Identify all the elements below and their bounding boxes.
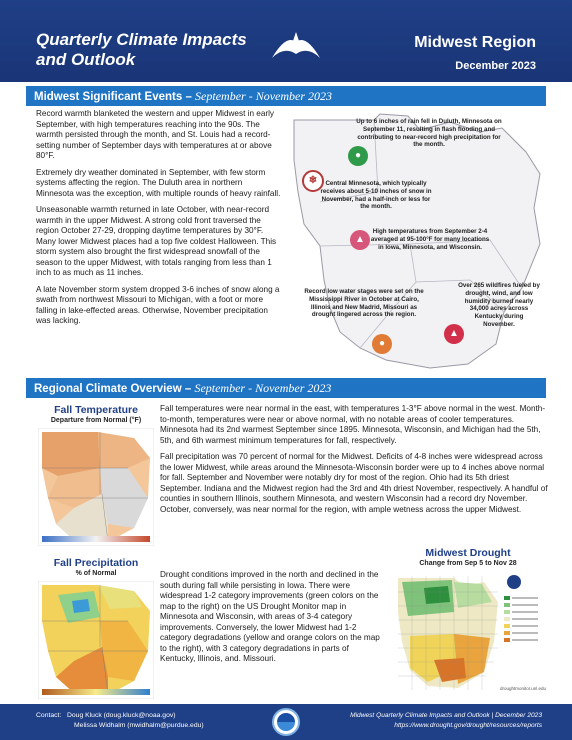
temp-map-subtitle: Departure from Normal (°F) bbox=[50, 417, 142, 424]
noaa-logo-icon bbox=[272, 708, 300, 736]
page-header bbox=[0, 0, 572, 82]
fall-temperature-map bbox=[38, 428, 154, 546]
callout-fire: Over 265 wildfires fueled by drought, wind, and low humidity burned nearly 34,000 acres across Kentucky during November. bbox=[458, 282, 540, 328]
events-text: Record warmth blanketed the western and upper Midwest in early September, with high temperatures reaching into the 90s. The warmth persisted through the month, and St. Louis had a record-setting number of September days with temperatures at or above 80°F. Extremely dry weather dominated in September, with few storm systems affecting the region. The Duluth area in northern Minnesota was the exception, with multiple rounds of heavy rainfall. Unseasonable warmth returned in late October, with near-record warmth in the upper Midwest. A strong cold front traversed the region October 27-29, dropping daytime temperatures by 30°F. Many lower Midwest places had a top five coldest Halloween. This storm system also brought the first widespread snowfall of the season to the upper Midwest, with totals ranging from less than 1 inch to as much as 11 inches. A late November storm system dropped 3-6 inches of snow along a swath from northwest Missouri to Michigan, with a foot or more falling in lake-effected areas. Otherwise, November precipitation was lacking. bbox=[36, 109, 281, 325]
events-section-bar: Midwest Significant Events – September - November 2023 bbox=[26, 86, 546, 106]
temp-map-title: Fall Temperature bbox=[54, 404, 138, 416]
overview-text-wide: Fall temperatures were near normal in the east, with temperatures 1-3°F above normal in the west. Month-to-month, temperatures were near or above normal, with no notable areas of cooler temperatures. Minnesota had its 2nd warmest September since 1895. Minnesota, Wisconsin, and Michigan had the 5th, 5th, and 6th warmest minimum temperatures for fall, respectively. Fall precipitation was 70 percent of normal for the Midwest. Deficits of 4-8 inches were widespread across the lower Midwest, while areas around the Minnesota-Wisconsin border were up to 4 inches above normal for fall. September and November were notably dry for most of the region. Ohio had its 5th driest September. Indiana and the Midwest region had the 3rd and 4th driest November, respectively. A handful of counties in southern Illinois, southern Minnesota, and western Wisconsin had a record dry November. October, conversely, was near normal for the region, with ample wetness across the upper Midwest. bbox=[160, 404, 548, 514]
region-title: Midwest Region bbox=[414, 34, 536, 51]
callout-heat: High temperatures from September 2-4 averaged at 95-100°F for many locations in Iowa, Minnesota, and Wisconsin. bbox=[370, 228, 490, 251]
callout-river: Record low water stages were set on the Mississippi River in October at Cairo, Illinois and New Madrid, Missouri as drought lingered across the region. bbox=[304, 288, 424, 319]
page-footer bbox=[0, 704, 572, 740]
dove-logo-icon bbox=[268, 28, 324, 64]
contact-widhalm-link[interactable]: Melissa Widhalm (mwidhalm@purdue.edu) bbox=[74, 722, 204, 729]
no-snow-icon: ❄ bbox=[302, 170, 324, 192]
overview-section-bar: Regional Climate Overview – September - November 2023 bbox=[26, 378, 546, 398]
reports-link[interactable]: https://www.drought.gov/drought/resources/reports bbox=[394, 722, 542, 729]
callout-snow: Central Minnesota, which typically receives about 5-10 inches of snow in November, had a half-inch or less for the month. bbox=[320, 180, 432, 211]
footer-contacts: Contact: Doug Kluck (doug.kluck@noaa.gov) Melissa Widhalm (mwidhalm@purdue.edu) bbox=[36, 712, 204, 729]
events-map bbox=[290, 112, 546, 374]
thermometer-icon: ▲ bbox=[350, 230, 370, 250]
drought-map-credit: droughtmonitor.unl.edu bbox=[500, 686, 547, 691]
precip-map-subtitle: % of Normal bbox=[75, 570, 117, 577]
drought-map-title: Midwest Drought bbox=[425, 547, 511, 559]
overview-text-drought: Drought conditions improved in the north and declined in the south during fall while persisting in Iowa. There were widespread 1-2 category improvements (green colors on the map to the right) on the US Drought Monitor map in Minnesota and Wisconsin, with areas of 3-4 category improvements. Conversely, the lower Midwest had 1-2 category degradations (yellow and orange colors on the map to the right), with 3 category degradations in parts of Kentucky, Illinois, and. Missouri. bbox=[160, 570, 380, 663]
newsletter-title: Quarterly Climate Impacts and Outlook bbox=[36, 30, 247, 69]
footer-right: Midwest Quarterly Climate Impacts and Outlook | December 2023 https://www.drought.gov/drought/resources/reports bbox=[350, 712, 542, 729]
issue-date: December 2023 bbox=[455, 60, 536, 72]
water-drop-icon: ● bbox=[372, 334, 392, 354]
contact-kluck-link[interactable]: Doug Kluck (doug.kluck@noaa.gov) bbox=[66, 712, 176, 719]
callout-duluth: Up to 6 inches of rain fell in Duluth, Minnesota on September 11, resulting in flash flooding and contributing to near-record high precipitation for the month. bbox=[356, 118, 502, 149]
drought-change-map bbox=[394, 572, 546, 694]
raindrop-icon: ● bbox=[348, 146, 368, 166]
drought-map-subtitle: Change from Sep 5 to Nov 28 bbox=[419, 560, 517, 567]
fall-precipitation-map bbox=[38, 581, 154, 699]
precip-map-title: Fall Precipitation bbox=[53, 557, 139, 569]
wildfire-icon: ▲ bbox=[444, 324, 464, 344]
